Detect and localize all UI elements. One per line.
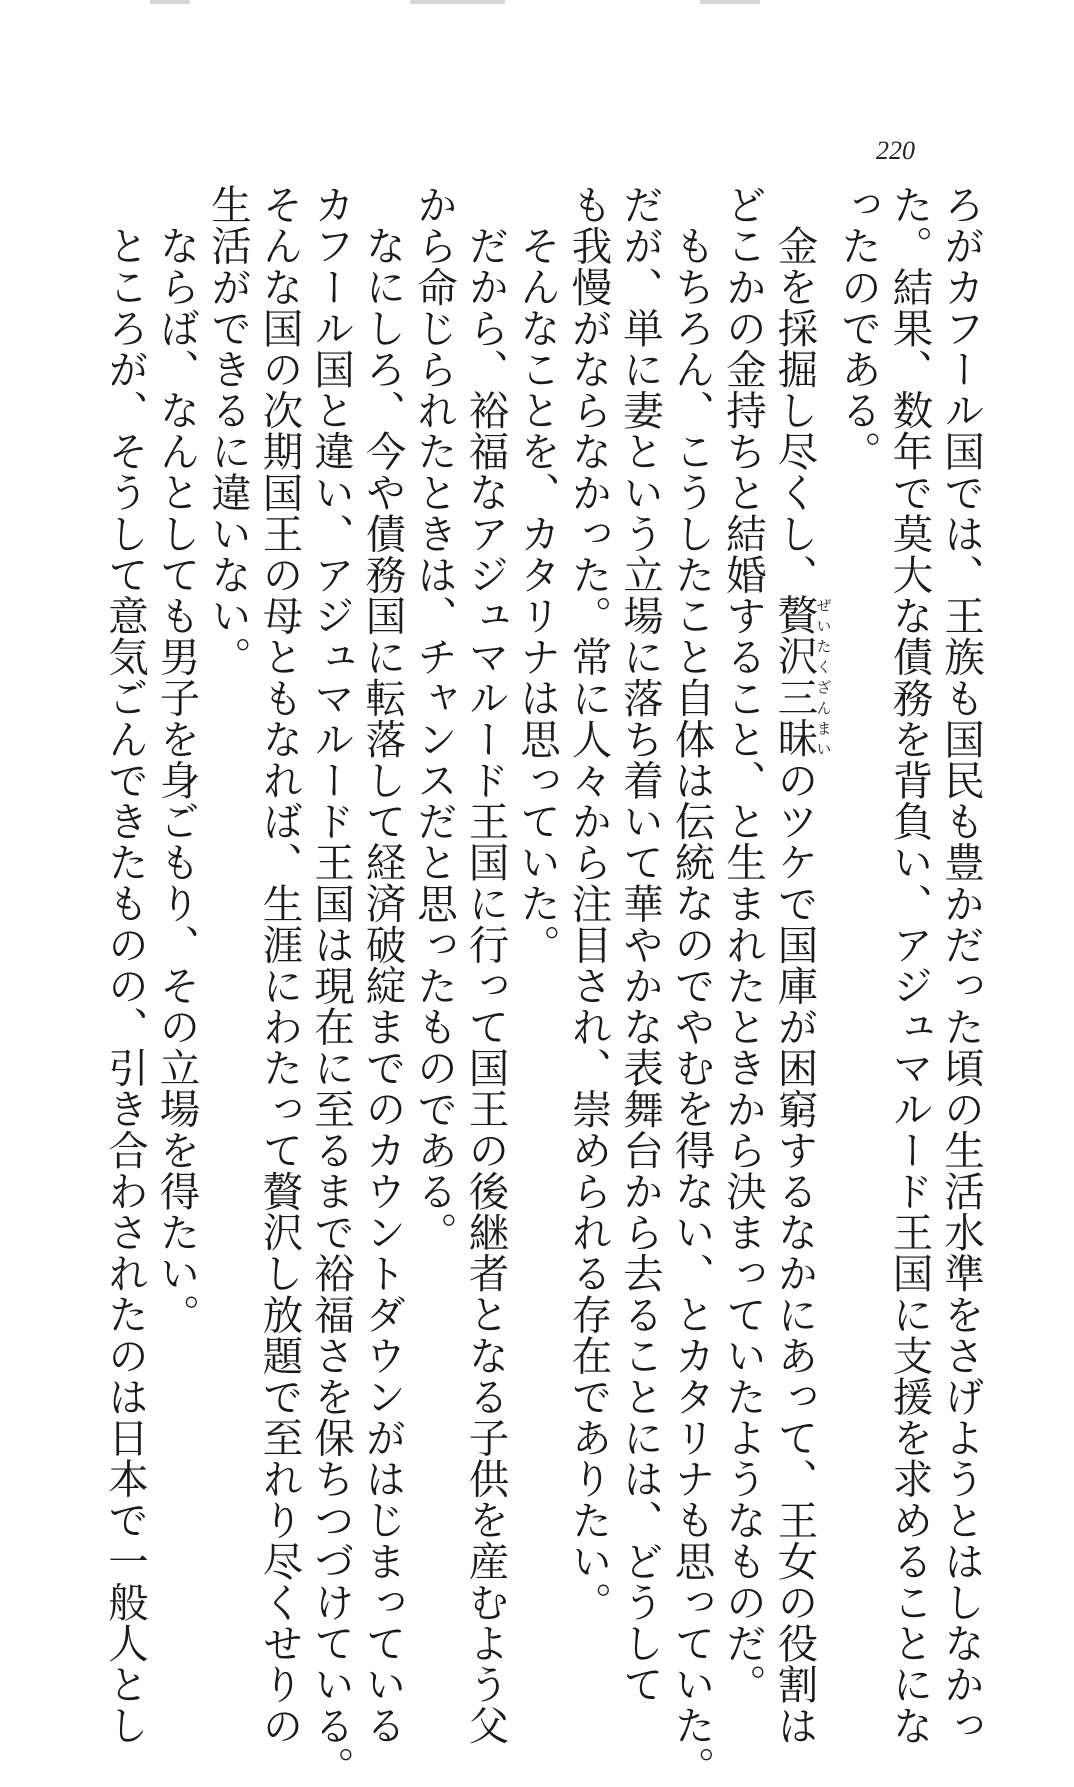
text-column: た。結果、数年で莫大な債務を背負い、アジュマルード王国に支援を求めることにな	[885, 184, 934, 1746]
text-column: もちろん、こうしたこと自体は伝統なのでやむを得ない、とカタリナも思っていた。	[667, 224, 716, 1787]
text-column: ろがカフール国では、王族も国民も豊かだった頃の生活水準をさげようとはしなかっ	[937, 184, 985, 1746]
text-column: ならば、なんとしても男子を身ごもり、その立場を得たい。	[152, 224, 201, 1335]
text-column: カフール国と違い、アジュマルード王国は現在に至るまで裕福さを保ちつづけている。	[307, 184, 355, 1787]
text-column: から命じられたときは、チャンスだと思ったものである。	[410, 184, 458, 1253]
text-column: ったのである。	[834, 184, 882, 472]
text-column: だが、単に妻という立場に落ち着いて華やかな表舞台から去ることには、どうして	[616, 184, 664, 1705]
text-column: も我慢がならなかった。常に人々から注目され、崇められる存在でありたい。	[564, 184, 613, 1623]
text-column: ところが、そうして意気ごんできたものの、引き合わされたのは日本で一般人とし	[101, 224, 149, 1746]
text-column: そんな国の次期国王の母ともなれば、生涯にわたって贅沢し放題で至れり尽くせりの	[255, 184, 304, 1746]
text-column: だから、裕福なアジュマルード王国に行って国王の後継者となる子供を産むよう父	[461, 224, 510, 1746]
vertical-body-text	[99, 184, 987, 1787]
text-segment: のツケで国庫が困窮するなかにあって、王女の役割は	[770, 758, 819, 1746]
text-column: 生活ができるに違いない。	[204, 184, 252, 678]
text-column: そんなことを、カタリナは思っていた。	[513, 224, 561, 965]
ruby-base: 贅沢三昧	[770, 594, 819, 759]
text-column-with-ruby	[768, 184, 833, 1746]
ruby-annotation	[770, 594, 833, 759]
ruby-reading: ぜいたくざんまい	[814, 594, 833, 759]
text-column: なにしろ、今や債務国に転落して経済破綻までのカウントダウンがはじまっている	[358, 224, 407, 1746]
text-column: どこかの金持ちと結婚すること、と生まれたときから決まっていたようなものだ。	[719, 184, 767, 1705]
text-segment: 金を採掘し尽くし、	[770, 224, 819, 595]
page-number: 220	[876, 136, 915, 165]
